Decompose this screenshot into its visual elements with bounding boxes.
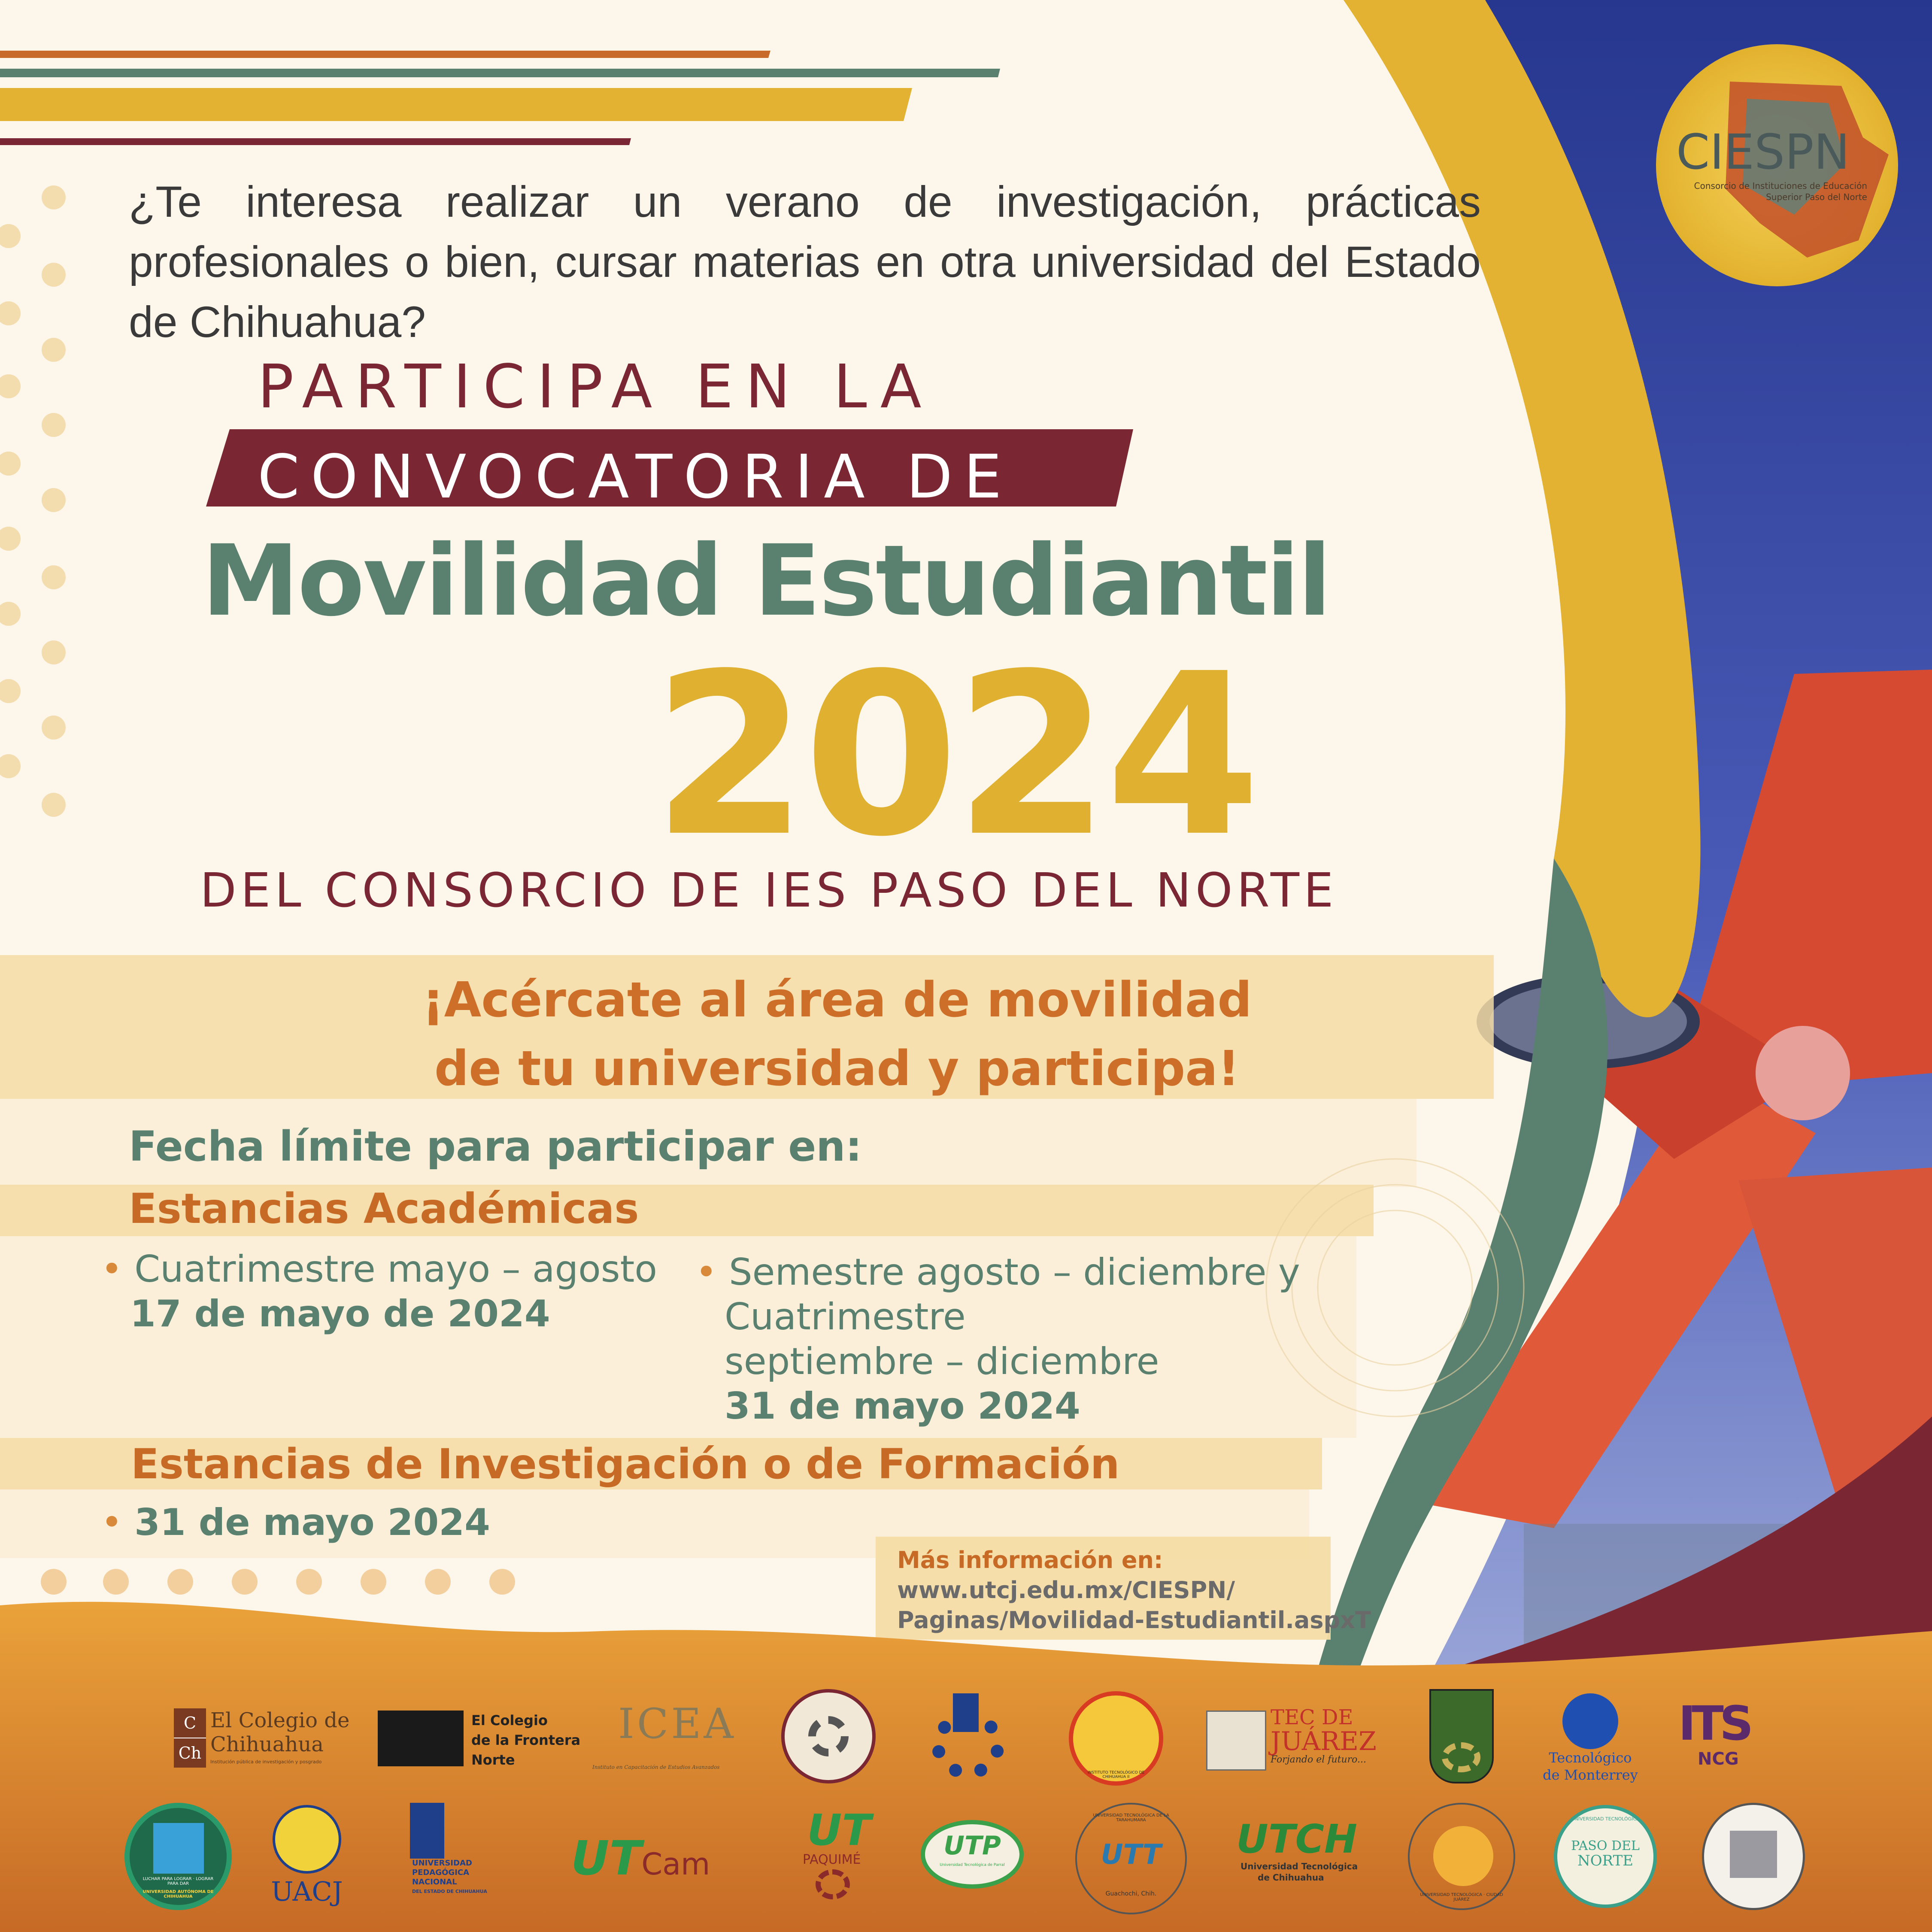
- itparral-emblem-icon: [1730, 1831, 1777, 1878]
- deadline-heading: Fecha límite para participar en:: [129, 1122, 862, 1171]
- colef-line-3: Norte: [471, 1752, 515, 1768]
- research-title: Estancias de Investigación o de Formación: [131, 1440, 1120, 1488]
- logo-itparral: [1702, 1803, 1805, 1910]
- more-info-url-2[interactable]: Paginas/Movilidad-Estudiantil.aspxT: [897, 1607, 1371, 1634]
- utpn-ring: UNIVERSIDAD TECNOLÓGICA: [1571, 1816, 1640, 1822]
- cta-line1: ¡Acércate al área de movilidad: [422, 972, 1252, 1028]
- logo-utp: [921, 1820, 1024, 1889]
- gear-icon: [808, 1716, 849, 1756]
- bullet-icon: •: [101, 1501, 135, 1544]
- colech-name-2: Chihuahua: [210, 1732, 324, 1756]
- logo-itsncg: [1678, 1698, 1756, 1783]
- utch-mark: UTCH: [1236, 1816, 1357, 1862]
- research-item-1: [101, 1500, 490, 1545]
- ciespn-logo: [1676, 124, 1850, 180]
- utpn-line-2: NORTE: [1577, 1852, 1634, 1869]
- logo-utt: [1075, 1803, 1187, 1914]
- colech-name-1: El Colegio de: [210, 1708, 350, 1732]
- headline-participa: PARTICIPA EN LA: [258, 352, 934, 422]
- academic-item-1: [101, 1247, 702, 1336]
- utcam-mark: UT: [571, 1831, 642, 1886]
- colech-sub: Institución pública de investigación y posgrado: [210, 1759, 322, 1765]
- research-item1-date: 31 de mayo 2024: [134, 1501, 490, 1544]
- ciespn-logo-subtitle: [1661, 180, 1867, 203]
- mexico-map-icon: [378, 1711, 464, 1766]
- logo-utch: [1236, 1818, 1378, 1891]
- paquime-text: PAQUIMÉ: [803, 1852, 861, 1867]
- logo-ut-paquime: [781, 1805, 884, 1904]
- upn-line-3: NACIONAL: [412, 1877, 457, 1887]
- utch-line-2: Universidad Tecnológica: [1240, 1861, 1358, 1871]
- logo-colef: [378, 1711, 581, 1775]
- academic-item-2: [695, 1250, 1339, 1429]
- uach-motto: LUCHAR PARA LOGRAR · LOGRAR PARA DAR: [143, 1877, 214, 1886]
- utcam-text: Cam: [641, 1847, 710, 1882]
- academic-item2-date: 31 de mayo 2024: [725, 1385, 1080, 1428]
- utt-place: Guachochi, Chih.: [1105, 1890, 1157, 1897]
- utp-mark: UTP: [943, 1831, 1001, 1861]
- utpn-line-1: PASO DEL: [1571, 1838, 1640, 1853]
- headline-movilidad: Movilidad Estudiantil: [202, 524, 1330, 638]
- utt-ring: UNIVERSIDAD TECNOLÓGICA DE LA TARAHUMARA: [1093, 1813, 1169, 1823]
- intro-question: ¿Te interesa realizar un verano de investigación, prácticas profesionales o bien, cursar materias en otra universidad del Estado de Chihuahua?: [129, 177, 1481, 346]
- headline-year: 2024: [652, 625, 1257, 886]
- gear-icon: [816, 1869, 850, 1899]
- logo-shield-green: [1429, 1689, 1494, 1783]
- bullet-icon: •: [695, 1251, 729, 1294]
- icea-mark: ICEA: [618, 1700, 736, 1748]
- uach-shield-icon: [153, 1823, 204, 1874]
- logo-colegio-chihuahua: [174, 1708, 350, 1773]
- tec-juarez-emblem: [1206, 1711, 1266, 1771]
- bullet-icon: •: [101, 1248, 135, 1291]
- utch-line-3: de Chihuahua: [1258, 1872, 1324, 1883]
- more-info-url-1[interactable]: www.utcj.edu.mx/CIESPN/: [897, 1577, 1235, 1604]
- utcj-ring: UNIVERSIDAD TECNOLÓGICA · CIUDAD JUÁREZ: [1420, 1893, 1503, 1902]
- colech-mark-1: C: [183, 1714, 197, 1732]
- paquime-mark: UT: [807, 1805, 871, 1855]
- headline-consorcio: DEL CONSORCIO DE IES PASO DEL NORTE: [200, 863, 1338, 918]
- ciespn-logo-sub2: Superior Paso del Norte: [1766, 192, 1867, 202]
- logo-tec-gear: [927, 1693, 1013, 1779]
- colef-line-2: de la Frontera: [471, 1732, 581, 1748]
- academic-item2-period2: Cuatrimestre: [725, 1295, 966, 1338]
- more-info: [897, 1545, 1371, 1635]
- tecmty-emblem-icon: [1562, 1693, 1618, 1749]
- gear-icon: [1442, 1742, 1480, 1772]
- more-info-label: Más información en:: [897, 1547, 1163, 1574]
- upn-line-2: PEDAGÓGICA: [412, 1868, 470, 1877]
- tec-juarez-2: JUÁREZ: [1271, 1726, 1377, 1756]
- logo-tec-monterrey: [1541, 1693, 1653, 1792]
- logo-itch2: [1069, 1691, 1163, 1786]
- logo-uacj: [268, 1805, 346, 1912]
- tecmty-line-2: de Monterrey: [1543, 1767, 1638, 1783]
- call-to-action: [0, 966, 1674, 1103]
- itsncg-mark: ITS: [1678, 1696, 1750, 1751]
- logo-tec-juarez: [1206, 1706, 1386, 1775]
- uach-ring: UNIVERSIDAD AUTÓNOMA DE CHIHUAHUA: [143, 1890, 214, 1899]
- tec-juarez-1: TEC DE: [1271, 1705, 1353, 1729]
- itch2-label: INSTITUTO TECNOLÓGICO DE CHIHUAHUA II: [1087, 1771, 1145, 1779]
- logo-itcc: [781, 1689, 876, 1783]
- icea-sub: Instituto en Capacitación de Estudios Avanzados: [592, 1764, 720, 1770]
- academic-item2-period3: septiembre – diciembre: [725, 1340, 1159, 1383]
- upn-line-1: UNIVERSIDAD: [412, 1859, 472, 1868]
- upn-line-4: DEL ESTADO DE CHIHUAHUA: [412, 1889, 487, 1894]
- factory-icon: [953, 1693, 979, 1732]
- itsncg-sub: NCG: [1698, 1749, 1739, 1769]
- academic-item1-period: Cuatrimestre mayo – agosto: [134, 1248, 657, 1291]
- academic-item2-period1: Semestre agosto – diciembre y: [729, 1251, 1300, 1294]
- uacj-seal-icon: [273, 1805, 341, 1874]
- headline-convocatoria: CONVOCATORIA DE: [258, 442, 1013, 512]
- logo-upn: [401, 1803, 517, 1910]
- colech-mark-2: Ch: [174, 1738, 206, 1768]
- cta-line2: de tu universidad y participa!: [434, 1041, 1240, 1097]
- tecmty-line-1: Tecnológico: [1549, 1750, 1632, 1766]
- logo-utpn: [1554, 1805, 1657, 1908]
- ciespn-logo-name: CIESPN: [1676, 124, 1850, 180]
- logo-utcam: [571, 1831, 743, 1887]
- utt-mark: UTT: [1101, 1839, 1162, 1871]
- logo-icea: [592, 1700, 755, 1777]
- academic-title: Estancias Académicas: [129, 1185, 639, 1233]
- utcj-sun-icon: [1433, 1826, 1493, 1886]
- academic-item1-date: 17 de mayo de 2024: [130, 1292, 550, 1335]
- logo-uach: [124, 1803, 232, 1910]
- upn-mark-icon: [410, 1803, 444, 1859]
- colef-line-1: El Colegio: [471, 1712, 548, 1729]
- uacj-text: UACJ: [271, 1876, 343, 1907]
- logo-utcj: [1408, 1803, 1515, 1910]
- tec-juarez-3: Forjando el futuro...: [1271, 1754, 1366, 1765]
- ciespn-logo-sub1: Consorcio de Instituciones de Educación: [1694, 181, 1867, 191]
- utp-text: Universidad Tecnológica de Parral: [940, 1863, 1005, 1867]
